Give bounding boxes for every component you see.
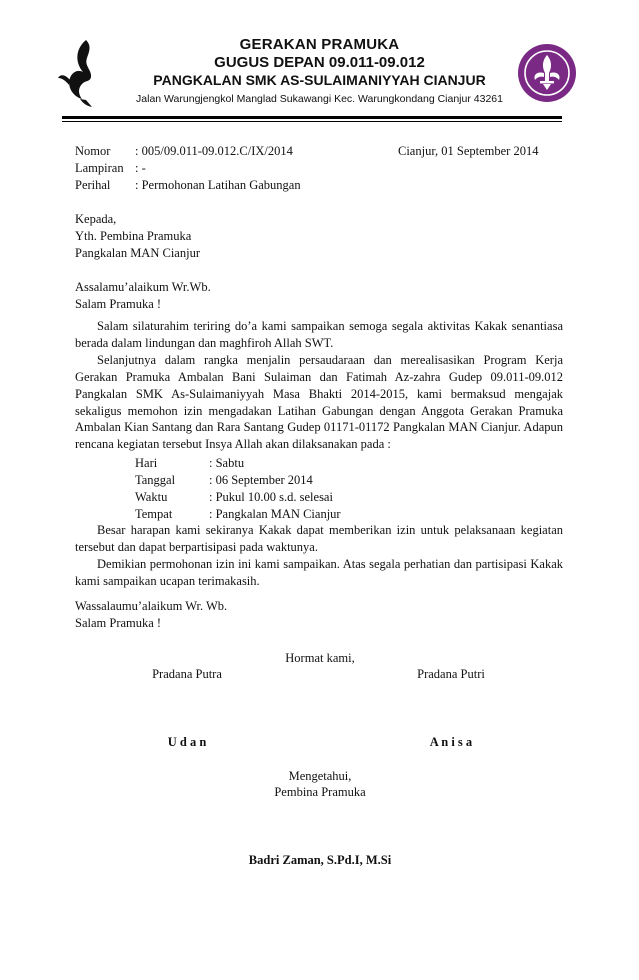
greeting-pramuka: Salam Pramuka ! bbox=[75, 297, 162, 311]
body-paragraph-2: Selanjutnya dalam rangka menjalin persaudaraan dan merealisasikan Program Kerja Gerakan Pramuka Ambalan Bani Sulaiman dan Fatimah Az-zahra Gudep 09.011-09.012 Pangkalan SMK As-Sulaimaniyyah Masa Bhakti 2014-2015, kami bermaksud mengajak sekaligus memohon izin mengadakan Latihan Gabungan dengan Anggota Gerakan Pramuka Ambalan Kian Santang dan Rara Santang Gudep 01171-01172 Pangkalan MAN Cianjur. Adapun rencana kegiatan tersebut Insya Allah akan dilaksanakan pada : bbox=[75, 352, 563, 452]
schedule-tanggal-value: : 06 September 2014 bbox=[209, 473, 313, 487]
recipient-title: Yth. Pembina Pramuka bbox=[75, 229, 192, 243]
body-paragraph-3: Besar harapan kami sekiranya Kakak dapat memberikan izin untuk pelaksanaan kegiatan tersebut dan dapat berpartisipasi pada waktunya. bbox=[75, 523, 563, 554]
perihal-label: Perihal bbox=[75, 178, 111, 192]
schedule-waktu-value: : Pukul 10.00 s.d. selesai bbox=[209, 490, 333, 504]
schedule-tempat-value: : Pangkalan MAN Cianjur bbox=[209, 507, 341, 521]
schedule-tanggal-label: Tanggal bbox=[135, 473, 176, 487]
signer-putra-name: U d a n bbox=[167, 735, 207, 749]
gudep-number: GUGUS DEPAN 09.011-09.012 bbox=[214, 54, 425, 71]
header-divider-thick bbox=[62, 116, 562, 119]
schedule-hari-label: Hari bbox=[135, 456, 158, 470]
pembina-name: Badri Zaman, S.Pd.I, M.Si bbox=[248, 853, 392, 867]
greeting-salam: Assalamu’alaikum Wr.Wb. bbox=[75, 280, 211, 294]
schedule-waktu-label: Waktu bbox=[135, 490, 168, 504]
pangkalan-name: PANGKALAN SMK AS-SULAIMANIYYAH CIANJUR bbox=[153, 72, 486, 88]
body-paragraph-1: Salam silaturahim teriring do’a kami sampaikan semoga segala aktivitas Kakak senantiasa berada dalam lindungan dan maghfiroh Allah SWT. bbox=[75, 319, 563, 350]
body-paragraph-4: Demikian permohonan izin ini kami sampaikan. Atas segala perhatian dan partisipasi Kakak kami sampaikan ucapan terimakasih. bbox=[75, 556, 563, 588]
mengetahui: Mengetahui, bbox=[288, 769, 352, 783]
letter-body-intro bbox=[75, 318, 563, 453]
closing-pramuka: Salam Pramuka ! bbox=[75, 616, 162, 630]
pembina-title: Pembina Pramuka bbox=[274, 785, 366, 799]
letter-body-closing bbox=[75, 522, 563, 590]
org-name: GERAKAN PRAMUKA bbox=[239, 36, 400, 53]
recipient-kepada: Kepada, bbox=[75, 212, 117, 226]
nomor-label: Nomor bbox=[75, 144, 111, 158]
signer-putri-name: A n i s a bbox=[429, 735, 473, 749]
schedule-hari-value: : Sabtu bbox=[209, 456, 245, 470]
hormat-kami: Hormat kami, bbox=[285, 651, 355, 665]
signer-putra-title: Pradana Putra bbox=[152, 667, 222, 681]
header-divider-thin bbox=[62, 121, 562, 122]
recipient-institution: Pangkalan MAN Cianjur bbox=[75, 246, 200, 260]
closing-salam: Wassalaumu’alaikum Wr. Wb. bbox=[75, 599, 228, 613]
lampiran-label: Lampiran bbox=[75, 161, 124, 175]
nomor-value: : 005/09.011-09.012.C/IX/2014 bbox=[135, 144, 293, 158]
header-address: Jalan Warungjengkol Manglad Sukawangi Kec. Warungkondang Cianjur 43261 bbox=[136, 93, 503, 105]
perihal-value: : Permohonan Latihan Gabungan bbox=[135, 178, 301, 192]
signer-putri-title: Pradana Putri bbox=[417, 667, 485, 681]
lampiran-value: : - bbox=[135, 161, 146, 175]
schedule-tempat-label: Tempat bbox=[135, 507, 173, 521]
place-date: Cianjur, 01 September 2014 bbox=[398, 144, 539, 158]
